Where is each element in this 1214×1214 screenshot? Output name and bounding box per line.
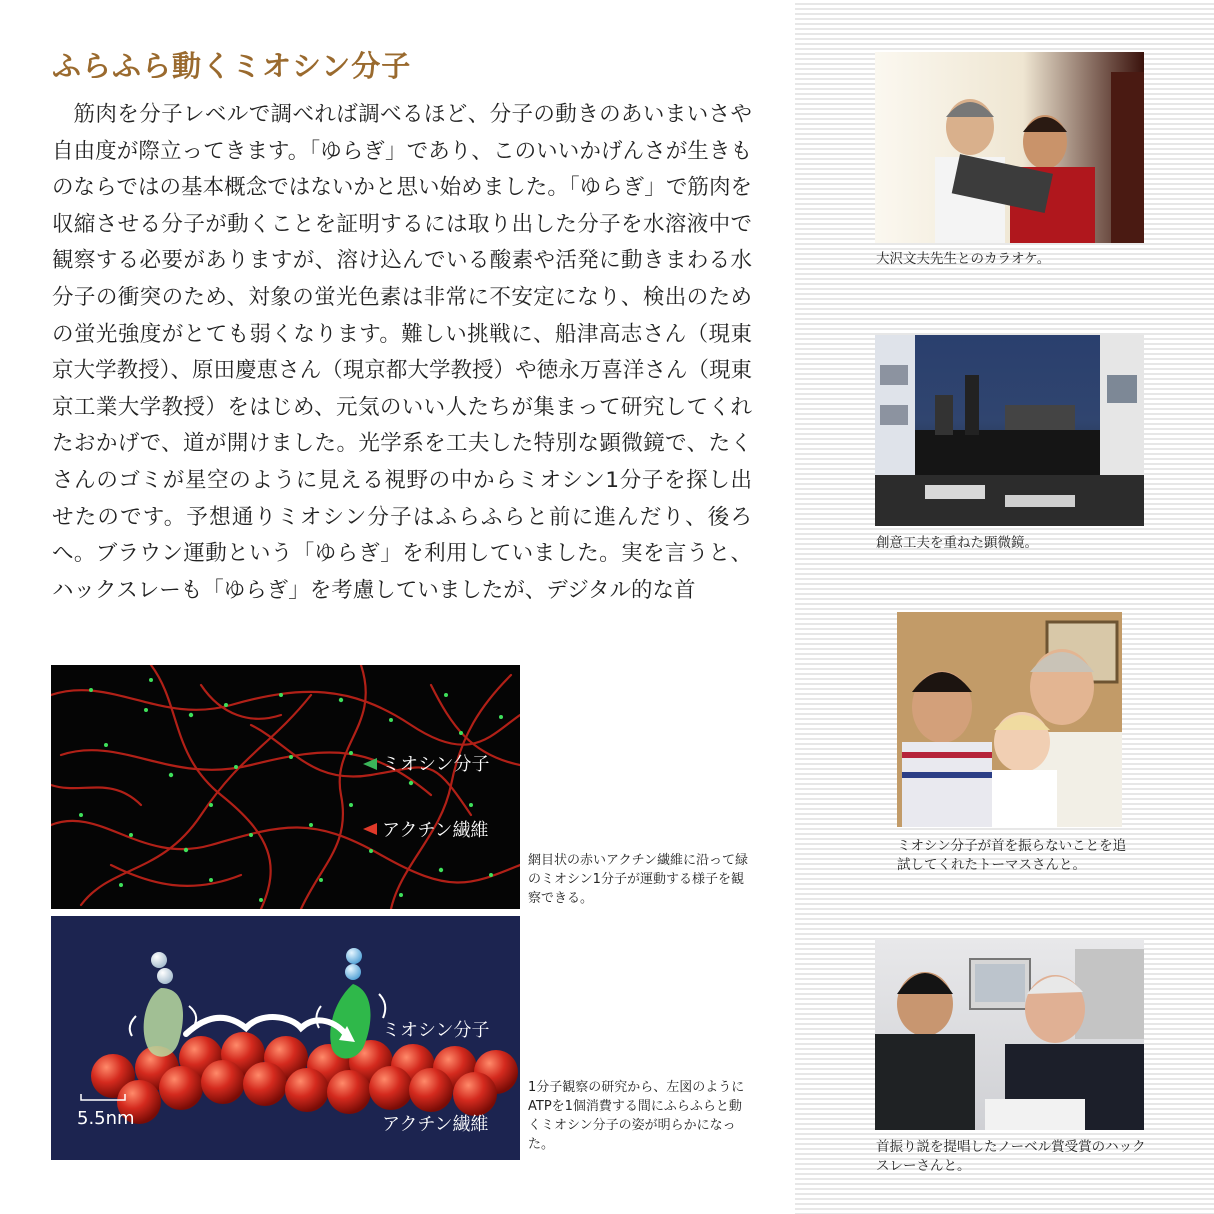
caption-microscope: 創意工夫を重ねた顕微鏡。 [876, 535, 1038, 551]
micrograph-caption: 網目状の赤いアクチン繊維に沿って緑のミオシン1分子が運動する様子を観察できる。 [528, 853, 748, 906]
actin-marker-icon [363, 823, 377, 835]
caption-thomas: ミオシン分子が首を振らないことを追試してくれたトーマスさんと。 [897, 838, 1127, 873]
photo-karaoke [875, 52, 1144, 243]
diagram-myosin-label: ミオシン分子 [382, 1020, 490, 1041]
caption-karaoke: 大沢文夫先生とのカラオケ。 [876, 251, 1051, 267]
diagram-caption: 1分子観察の研究から、左図のようにATPを1個消費する間にふらふらと動くミオシン分子の姿が明らかになった。 [528, 1080, 745, 1152]
caption-huxley: 首振り説を提唱したノーベル賞受賞のハックスレーさんと。 [876, 1139, 1146, 1174]
micrograph-actin-label: アクチン繊維 [382, 820, 489, 841]
photo-thomas [897, 612, 1122, 827]
photo-microscope [875, 335, 1144, 526]
article-heading: ふらふら動くミオシン分子 [52, 49, 412, 83]
scale-label: 5.5nm [77, 1108, 135, 1129]
myosin-before [130, 952, 196, 1057]
step-arrow-icon [186, 1017, 347, 1036]
micrograph-myosin-label: ミオシン分子 [382, 754, 490, 775]
article-body: 筋肉を分子レベルで調べれば調べるほど、分子の動きのあいまいさや自由度が際立ってきます。「ゆらぎ」であり、このいいかげんさが生きものならではの基本概念ではないかと思い始めました。「ゆらぎ」で筋肉を収縮させる分子が動くことを証明するには取り出した分子を水溶液中で観察する必要がありますが、溶け込んでいる酸素や活発に動きまわる水分子の衝突のため、対象の蛍光色素は非常に不安定になり、検出のための蛍光強度がとても弱くなります。難しい挑戦に、船津高志さん（現東京大学教授）、原田慶恵さん（現京都大学教授）や徳永万喜洋さん（現東京工業大学教授）をはじめ、元気のいい人たちが集まって研究してくれたおかげで、道が開けました。光学系を工夫した特別な顕微鏡で、たくさんのゴミが星空のように見える視野の中からミオシン1分子を探し出せたのです。予想通りミオシン分子はふらふらと前に進んだり、後ろへ。ブラウン運動という「ゆらぎ」を利用していました。実を言うと、ハックスレーも「ゆらぎ」を考慮していましたが、デジタル的な首 [52, 102, 752, 603]
fluorescence-micrograph [51, 665, 520, 909]
diagram-actin-label: アクチン繊維 [382, 1114, 489, 1135]
photo-huxley [875, 939, 1144, 1130]
myosin-actin-diagram [51, 916, 520, 1160]
